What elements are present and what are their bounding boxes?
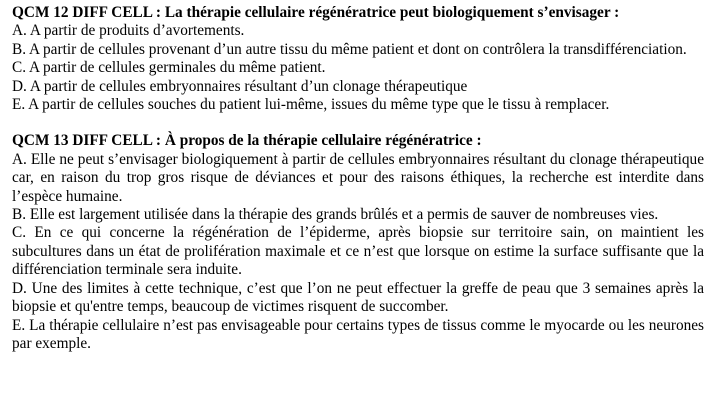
question-title: QCM 12 DIFF CELL : La thérapie cellulaire régénératrice peut biologiquement s’envisager :	[12, 4, 620, 21]
answer-option-a: A. A partir de produits d’avortements.	[12, 22, 245, 40]
answer-option-d: D. A partir de cellules embryonnaires résultant d’un clonage thérapeutique	[12, 77, 468, 95]
answer-option-c: C. A partir de cellules germinales du même patient.	[12, 59, 326, 77]
question-13	[12, 132, 704, 353]
answer-option-b: B. Elle est largement utilisée dans la thérapie des grands brûlés et a permis de sauver de nombreuses vies.	[12, 206, 659, 224]
answer-option-c: C. En ce qui concerne la régénération de l’épiderme, après biopsie sur territoire sain, on maintient les subcultures dans un état de prolifération maximale et ce n’est que lorsque on estime la surface suffisante que la différenciation terminale sera induite.	[12, 224, 704, 279]
answer-option-b: B. A partir de cellules provenant d’un autre tissu du même patient et dont on contrôlera la transdifférenciation.	[12, 40, 687, 58]
answer-option-d: D. Une des limites à cette technique, c’est que l’on ne peut effectuer la greffe de peau que 3 semaines après la biopsie et qu'entre temps, beaucoup de victimes risquent de succomber.	[12, 279, 704, 316]
question-title: QCM 13 DIFF CELL : À propos de la thérapie cellulaire régénératrice :	[12, 132, 482, 150]
section-spacer	[12, 114, 704, 132]
answer-option-e: E. La thérapie cellulaire n’est pas envisageable pour certains types de tissus comme le myocarde ou les neurones par exemple.	[12, 316, 704, 352]
answer-option-a: A. Elle ne peut s’envisager biologiquement à partir de cellules embryonnaires résultant du clonage thérapeutique car, en raison du trop gros risque de déviances et pour des raisons éthiques, la recherche est interdite dans l’espèce humaine.	[12, 150, 704, 205]
answer-option-e: E. A partir de cellules souches du patient lui-même, issues du même type que le tissu à remplacer.	[12, 96, 610, 114]
document-page	[12, 4, 704, 353]
question-12	[12, 4, 704, 114]
